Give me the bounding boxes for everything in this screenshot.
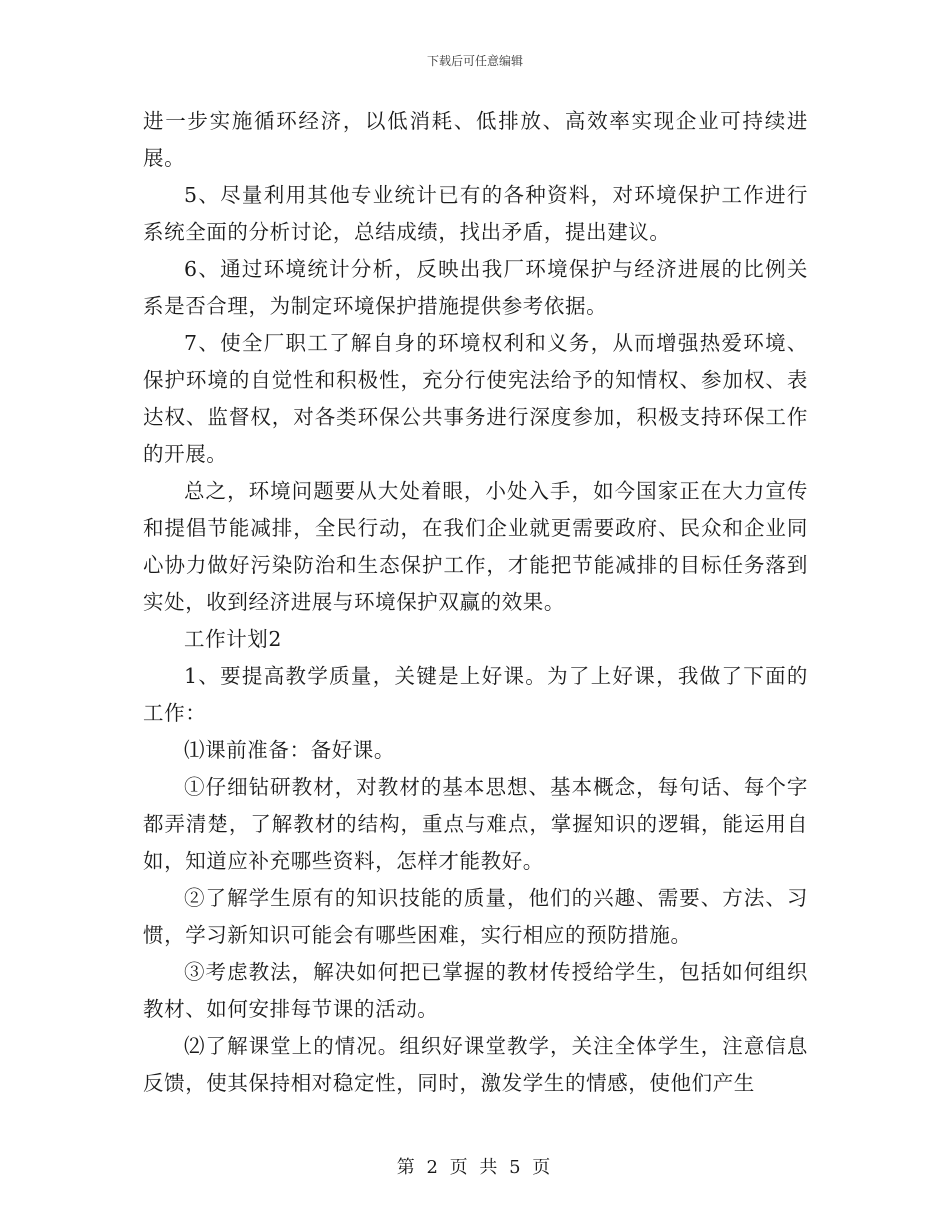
paragraph: 5、尽量利用其他专业统计已有的各种资料，对环境保护工作进行系统全面的分析讨论，总结成绩，找出矛盾，提出建议。 (143, 183, 808, 244)
paragraph: 进一步实施循环经济，以低消耗、低排放、高效率实现企业可持续进展。 (143, 109, 808, 170)
paragraph: ⑴课前准备：备好课。 (184, 738, 395, 762)
paragraph: ⑵了解课堂上的情况。组织好课堂教学，关注全体学生，注意信息反馈，使其保持相对稳定性，同时，激发学生的情感，使他们产生 (143, 1034, 808, 1095)
paragraph: ②了解学生原有的知识技能的质量，他们的兴趣、需要、方法、习惯，学习新知识可能会有哪些困难，实行相应的预防措施。 (143, 886, 808, 947)
document-body (143, 103, 808, 1102)
paragraph: 6、通过环境统计分析，反映出我厂环境保护与经济进展的比例关系是否合理，为制定环境保护措施提供参考依据。 (143, 257, 808, 318)
paragraph: 1、要提高教学质量，关键是上好课。为了上好课，我做了下面的工作： (143, 664, 808, 725)
paragraph: ①仔细钻研教材，对教材的基本思想、基本概念，每句话、每个字都弄清楚，了解教材的结构，重点与难点，掌握知识的逻辑，能运用自如，知道应补充哪些资料，怎样才能教好。 (143, 775, 808, 873)
section-heading: 工作计划2 (184, 627, 283, 651)
paragraph: ③考虑教法，解决如何把已掌握的教材传授给学生，包括如何组织教材、如何安排每节课的活动。 (143, 960, 808, 1021)
paragraph: 7、使全厂职工了解自身的环境权利和义务，从而增强热爱环境、保护环境的自觉性和积极性，充分行使宪法给予的知情权、参加权、表达权、监督权，对各类环保公共事务进行深度参加，积极支持环保工作的开展。 (143, 331, 808, 466)
page-header: 下载后可任意编辑 (426, 54, 523, 68)
page-footer: 第 2 页 共 5 页 (396, 1157, 554, 1178)
paragraph: 总之，环境问题要从大处着眼，小处入手，如今国家正在大力宣传和提倡节能减排，全民行动，在我们企业就更需要政府、民众和企业同心协力做好污染防治和生态保护工作，才能把节能减排的目标任务落到实处，收到经济进展与环境保护双赢的效果。 (143, 479, 808, 614)
